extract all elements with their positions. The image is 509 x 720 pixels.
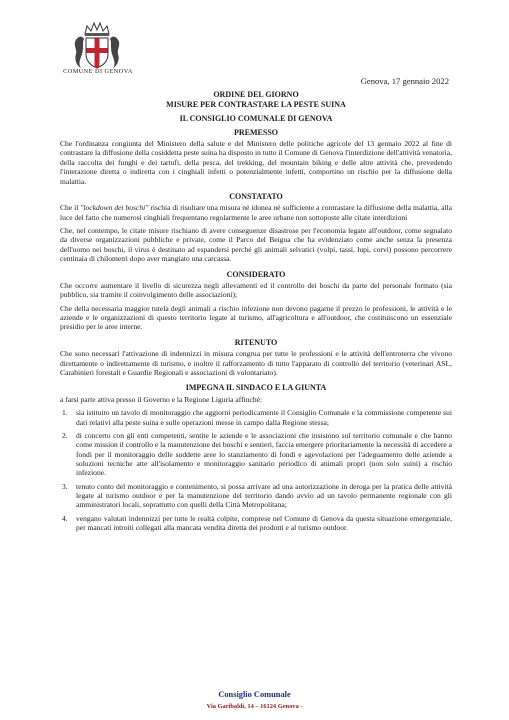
impegna-intro: a farsi parte attiva presso il Governo e la Regione Liguria affinché: (60, 395, 263, 405)
list-item-number: 2. (62, 431, 68, 441)
document-title: ORDINE DEL GIORNO (213, 90, 299, 99)
list-item-text: tenuto conto del monitoraggio e contenimento, si possa arrivare ad una autorizzazione in deroga per la pratica delle attività legate al turismo outdoor e per la manutenzione del territorio dando avvio ad un tavolo permanente regionale con gli amministratori locali, soprattutto con quelli della Città Metropolitana; (76, 481, 452, 510)
list-item-number: 1. (62, 408, 68, 418)
premesso-paragraph: Che l'ordinanza congiunta del Ministero della salute e del Ministero delle politiche agricole del 13 gennaio 2022 al fine di contrastare la diffusione della cosiddetta peste suina ha disposto in tutto il Comune di Genova l'interdizione dell'attività venatoria, della raccolta dei funghi e dei tartufi, della pesca, del trekking, del mountain biking e delle altre attività che, prevedendo l'interazione diretta o indiretta con i cinghiali infetti o potenzialmente infetti, comportino un rischio per la diffusione della malattia. (60, 139, 452, 186)
list-item-text: vengano valutati indennizzi per tutte le realtà colpite, comprese nel Comune di Genova da questa situazione emergenziale, per mancati introiti collegati alla mancata vendita diretta dei prodotti e al turismo outdoor. (76, 513, 452, 533)
list-item-number: 4. (62, 513, 68, 523)
list-item-text: sia istituito un tavolo di monitoraggio che aggiorni periodicamente il Consiglio Comunale e la commissione competente sui dati relativi alla peste suina e sulle operazioni messe in campo dalla Regione stessa; (76, 408, 452, 427)
constatato-text-start: Che il (60, 203, 81, 213)
lockdown-quote: "lockdown dei boschi" (80, 203, 149, 213)
document-date: Genova, 17 gennaio 2022 (360, 76, 449, 86)
list-item-number: 3. (62, 481, 68, 491)
constatato-text-end: rischia di risultare una misura né idonea né sufficiente a contrastare la diffusione della malattia, alla luce del fatto che numerosi cinghiali frequentano regolarmente le aree urbane non sottoposte alle citate interdizioni (60, 203, 453, 222)
section-heading-constatato: CONSTATATO (229, 191, 283, 201)
footer-address: Via Garibaldi, 14 – 16124 Genova - (206, 703, 303, 710)
list-item (60, 482, 452, 510)
ritenuto-paragraph: Che sono necessari l'attivazione di indennizzi in misura congrua per tutte le professioni e le attività dell'entroterra che vivono direttamente o indirettamente di turismo, e inoltre il rafforzamento di tutto l'apparato di controllo del territorio (veterinari ASL, Carabinieri forestali e Guardie Regionali e associazioni di volontariato). (60, 349, 452, 378)
list-item (60, 514, 452, 533)
constatato-paragraph-2: Che, nel contempo, le citate misure rischiano di avere conseguenze disastrose per l'economia legate all'outdoor, come segnalato da diverse organizzazioni pubbliche e private, come il Parco del Beigua che ha evidenziato come anche senza la presenza dell'uomo nei boschi, il virus è destinato ad espandersi perché gli animali selvatici (volpi, tassi, lupi, corvi) possono percorrere centinaia di chilometri dopo aver mangiato una carcassa. (60, 226, 452, 264)
considerato-paragraph-1: Che occorre aumentare il livello di sicurezza negli allevamenti ed il controllo dei boschi da parte del personale formato (sia pubblico, sia tramite il coinvolgimento delle associazioni); (60, 281, 452, 300)
organization-name: COMUNE DI GENOVA (63, 68, 133, 75)
council-heading: IL CONSIGLIO COMUNALE DI GENOVA (179, 114, 333, 124)
footer-council-name: Consiglio Comunale (218, 690, 291, 699)
list-item (60, 431, 452, 478)
genova-crest-icon (72, 20, 122, 72)
section-heading-impegna: IMPEGNA IL SINDACO E LA GIUNTA (185, 383, 327, 393)
section-heading-premesso: PREMESSO (233, 127, 278, 137)
document-subject: MISURE PER CONTRASTARE LA PESTE SUINA (166, 99, 346, 109)
commitments-list (60, 408, 452, 532)
section-heading-ritenuto: RITENUTO (234, 337, 278, 347)
list-item (60, 408, 452, 427)
document-body (60, 90, 452, 537)
considerato-paragraph-2: Che della necessaria maggior tutela degli animali a rischio infezione non devono pagarne il prezzo le professioni, le attività e le aziende e le organizzazioni di questo territorio legate al turismo, all'agricoltura e all'outdoor, che costituiscono un essenziale presidio per le aree interne. (60, 303, 452, 332)
constatato-paragraph-1 (60, 203, 452, 222)
section-heading-considerato: CONSIDERATO (226, 269, 286, 279)
list-item-text: di concerto con gli enti competenti, sentite le aziende e le associazioni che insistono sul territorio comunale e che hanno come mission il controllo e la manutenzione dei boschi e sentieri, faccia emergere prioritariamente la necessità di accedere a fondi per il monitoraggio delle suddette aree lo stanziamento di fondi e agevolazioni per l'adeguamento delle aziende a soluzioni tecniche atte all'isolamento e monitoraggio sanitario periodico di animali propri (non solo suini) a rischio infezione. (76, 431, 452, 478)
